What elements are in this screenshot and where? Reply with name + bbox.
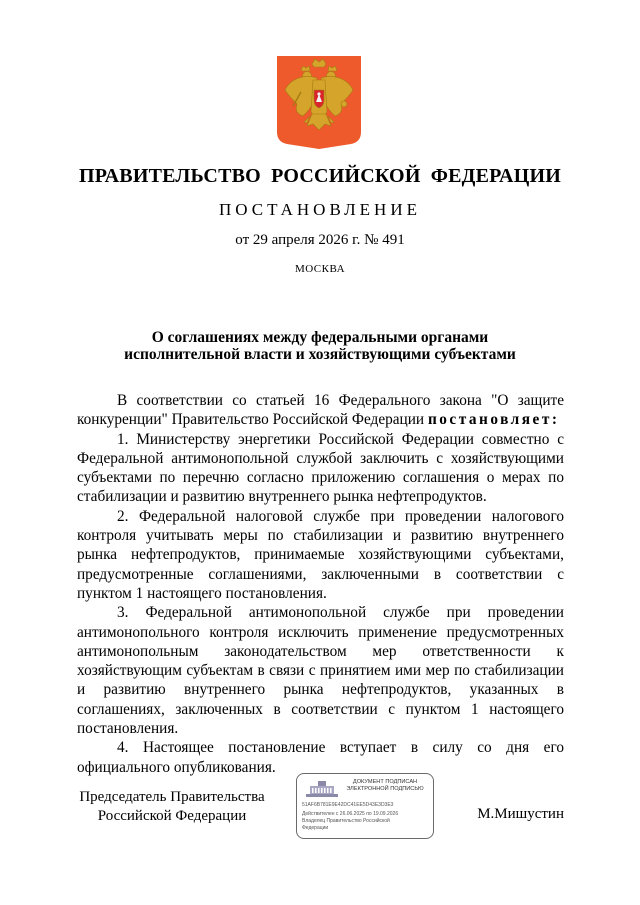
intro-paragraph [77, 391, 564, 430]
resolves-emphasis: постановляет: [427, 411, 560, 429]
certificate-validity: Действителен с 26.06.2025 по 19.09.2026 [302, 811, 399, 817]
coat-of-arms-icon [277, 56, 361, 149]
paragraph-4: 4. Настоящее постановление вступает в силу со дня его официального опубликования. [77, 739, 564, 776]
paragraph-3: 3. Федеральной антимонопольной службе при проведении антимонопольного контроля исключить применение предусмотренных антимонопольным законодательством мер ответственности к хозяйствующим субъектам в связи с принятием ими мер по стабилизации и развитию внутреннего рынка нефтепродуктов, указанных в соглашениях, заключенных в соответствии с пунктом 1 настоящего постановления. [77, 604, 564, 738]
government-name: ПРАВИТЕЛЬСТВО РОССИЙСКОЙ ФЕДЕРАЦИИ [79, 165, 561, 187]
signatory-position-line-2: Российской Федерации [97, 808, 247, 824]
decree-body [77, 391, 564, 777]
document-type: ПОСТАНОВЛЕНИЕ [218, 200, 421, 219]
title-line-1: О соглашениях между федеральными органами [151, 329, 489, 346]
decree-city: МОСКВА [294, 263, 346, 275]
government-building-icon [304, 780, 340, 798]
signatory-position-line-1: Председатель Правительства [79, 789, 265, 805]
certificate-serial: 51AF6B781E9E42DC41EE5D43E3D3E3 [302, 802, 394, 808]
paragraph-1: 1. Министерству энергетики Российской Федерации совместно с Федеральной антимонопольной службой заключить с хозяйствующими субъектами по перечню согласно приложению соглашения о мерах по стабилизации и развитию внутреннего рынка нефтепродуктов. [77, 430, 564, 506]
certificate-owner-line-1: Владелец Правительство Российской [302, 818, 390, 824]
electronic-signature-stamp [296, 773, 434, 839]
signatory-position [77, 788, 267, 826]
signatory-name: М.Мишустин [477, 806, 564, 822]
decree-date-number: от 29 апреля 2026 г. № 491 [235, 232, 405, 248]
title-line-2: исполнительной власти и хозяйствующими субъектами [124, 346, 516, 363]
stamp-header-line-2: ЭЛЕКТРОННОЙ ПОДПИСЬЮ [346, 785, 424, 792]
decree-title [0, 329, 640, 363]
certificate-owner-line-2: Федерации [302, 825, 329, 831]
intro-text: В соответствии со статьей 16 Федерального закона "О защите конкуренции" Правительство Российской Федерации [77, 392, 564, 429]
stamp-header-line-1: ДОКУМЕНТ ПОДПИСАН [352, 779, 418, 785]
stamp-header [339, 779, 431, 792]
paragraph-2: 2. Федеральной налоговой службе при проведении налогового контроля учитывать меры по стабилизации и развитию внутреннего рынка нефтепродуктов, принимаемые хозяйствующими субъектами, предусмотренные соглашениями, заключенными в соответствии с пунктом 1 настоящего постановления. [77, 507, 564, 602]
